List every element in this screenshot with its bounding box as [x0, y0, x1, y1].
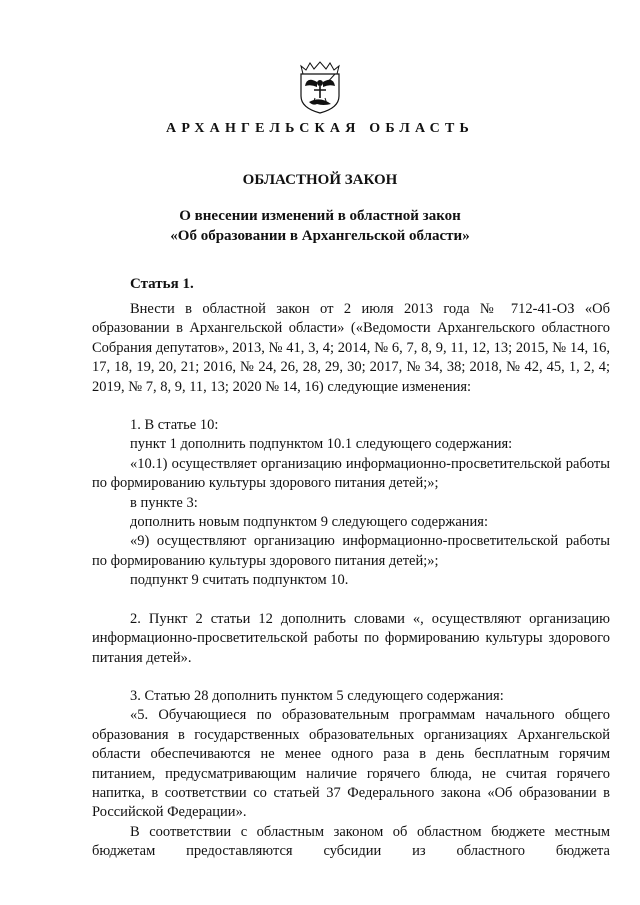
article-heading: Статья 1. — [130, 276, 194, 292]
article-body — [92, 300, 610, 862]
archangel-coat-of-arms-icon — [295, 60, 345, 114]
law-subject-line-1: О внесении изменений в областной закон — [179, 208, 461, 224]
item-1-d: дополнить новым подпунктом 9 следующего содержания: — [130, 514, 489, 531]
item-3-a: «5. Обучающиеся по образовательным программам начального общего образования в государственных образовательных организациях Архангельской области обеспечиваются не менее одного раза в день бесплатным горячим питанием, предусматривающим наличие горячего блюда, не считая горячего напитка, в соответствии со статьей 37 Федерального закона «Об образовании в Российской Федерации». — [92, 707, 610, 821]
item-1-c: в пункте 3: — [130, 494, 198, 511]
article-intro: Внести в областной закон от 2 июля 2013 года № 712-41-ОЗ «Об образовании в Архангельской области» («Ведомости Архангельского областного Собрания депутатов», 2013, № 41, 3, 4; 2014, № 6, 7, 8, 9, 11, 12, 13; 2015, № 14, 16, 17, 18, 19, 20, 21; 2016, № 24, 26, 28, 29, 30; 2017, № 34, 38; 2018, № 42, 45, 1, 2, 4; 2019, № 7, 8, 9, 11, 13; 2020 № 14, 16) следующие изменения: — [92, 301, 610, 395]
item-1-b: «10.1) осуществляет организацию информационно-просветительской работы по формированию культуры здорового питания детей;»; — [92, 455, 610, 492]
item-1-f: подпункт 9 считать подпунктом 10. — [130, 572, 349, 589]
item-3-b: В соответствии с областным законом об областном бюджете местным бюджетам предоставляются субсидии из областного бюджета — [92, 823, 610, 860]
item-1-e: «9) осуществляют организацию информационно-просветительской работы по формированию культуры здорового питания детей;»; — [92, 533, 610, 569]
item-3-title: 3. Статью 28 дополнить пунктом 5 следующего содержания: — [130, 687, 504, 704]
law-subject — [0, 206, 640, 246]
document-type: ОБЛАСТНОЙ ЗАКОН — [242, 172, 398, 188]
item-1-a: пункт 1 дополнить подпунктом 10.1 следующего содержания: — [130, 436, 513, 453]
item-1-title: 1. В статье 10: — [130, 417, 219, 434]
item-2: 2. Пункт 2 статьи 12 дополнить словами «, осуществляют организацию информационно-просветительской работы по формированию культуры здорового питания детей». — [92, 610, 610, 666]
law-subject-line-2: «Об образовании в Архангельской области» — [170, 228, 470, 244]
region-name: АРХАНГЕЛЬСКАЯ ОБЛАСТЬ — [166, 121, 474, 136]
